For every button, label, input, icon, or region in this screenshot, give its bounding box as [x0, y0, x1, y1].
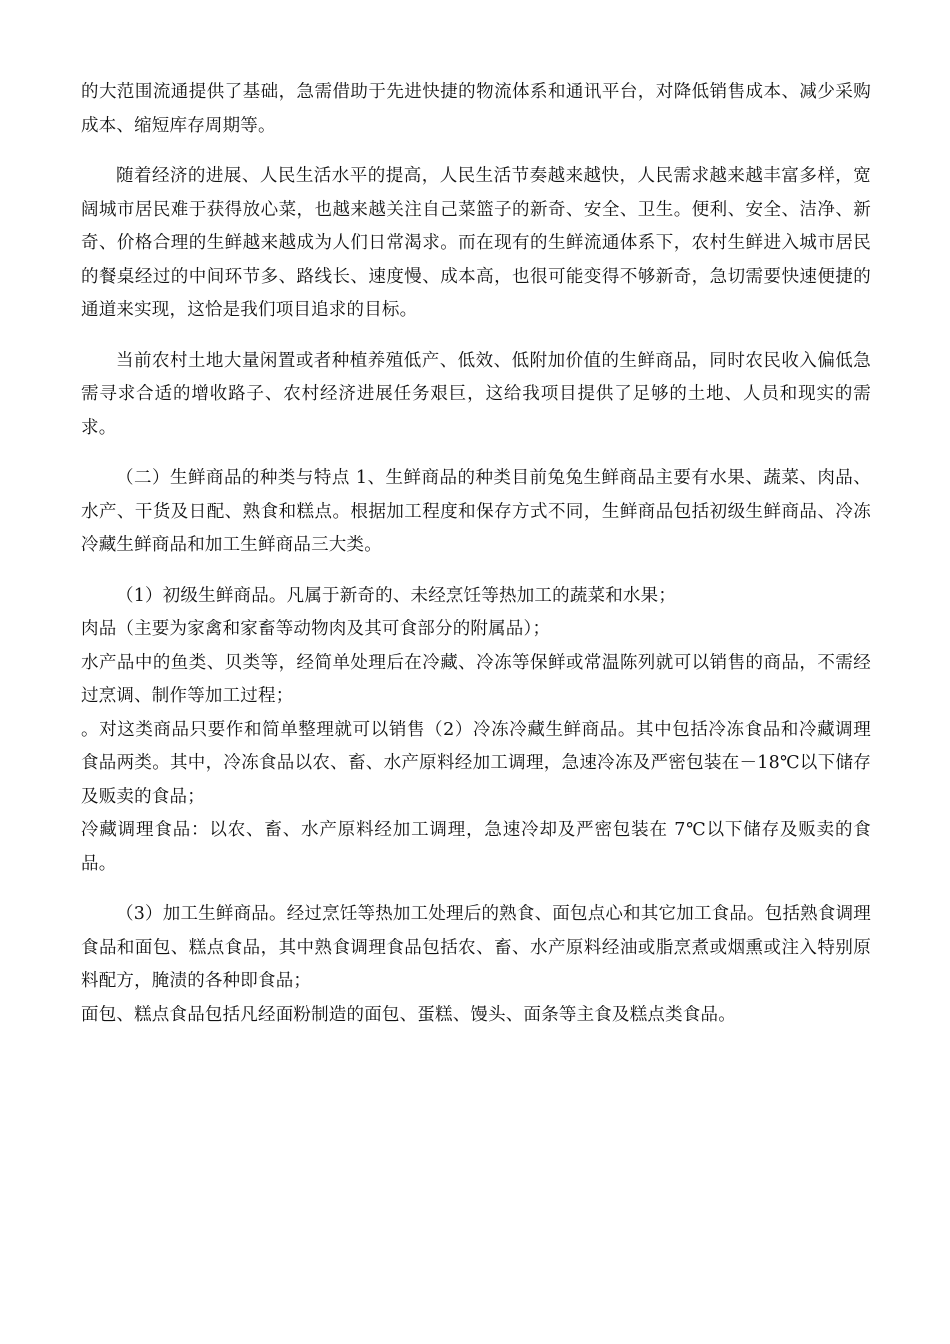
paragraph-product-categories: （二）生鲜商品的种类与特点 1、生鲜商品的种类目前兔兔生鲜商品主要有水果、蔬菜、肉品、水产、干货及日配、熟食和糕点。根据加工程度和保存方式不同，生鲜商品包括初级生鲜商品、冷冻冷藏生鲜商品和加工生鲜商品三大类。	[81, 468, 871, 555]
paragraph-economic-development: 随着经济的进展、人民生活水平的提高，人民生活节奏越来越快，人民需求越来越丰富多样，宽阔城市居民难于获得放心菜，也越来越关注自己菜篮子的新奇、安全、卫生。便利、安全、洁净、新奇、价格合理的生鲜越来越成为人们日常渴求。而在现有的生鲜流通体系下，农村生鲜进入城市居民的餐桌经过的中间环节多、路线长、速度慢、成本高，也很可能变得不够新奇，急切需要快速便捷的通道来实现，这恰是我们项目追求的目标。	[81, 166, 871, 320]
paragraph-frozen-chilled: 。对这类商品只要作和简单整理就可以销售（2）冷冻冷藏生鲜商品。其中包括冷冻食品和冷藏调理食品两类。其中，冷冻食品以农、畜、水产原料经加工调理，急速冷冻及严密包装在－18℃以下储存及贩卖的食品；	[81, 719, 871, 807]
paragraph-meat: 肉品（主要为家禽和家畜等动物肉及其可食部分的附属品）；	[81, 619, 551, 639]
paragraph-processed-fresh: （3）加工生鲜商品。经过烹饪等热加工处理后的熟食、面包点心和其它加工食品。包括熟食调理食品和面包、糕点食品，其中熟食调理食品包括农、畜、水产原料经油或脂烹煮或烟熏或注入特别原料配方，腌渍的各种即食品；	[81, 904, 871, 991]
paragraph-rural-land: 当前农村土地大量闲置或者种植养殖低产、低效、低附加价值的生鲜商品，同时农民收入偏低急需寻求合适的增收路子、农村经济进展任务艰巨，这给我项目提供了足够的土地、人员和现实的需求。	[81, 350, 871, 438]
paragraph-logistics: 的大范围流通提供了基础，急需借助于先进快捷的物流体系和通讯平台，对降低销售成本、减少采购成本、缩短库存周期等。	[81, 82, 871, 136]
paragraph-aquatic: 水产品中的鱼类、贝类等，经简单处理后在冷藏、冷冻等保鲜或常温陈列就可以销售的商品，不需经过烹调、制作等加工过程；	[81, 652, 871, 706]
paragraph-primary-fresh: （1）初级生鲜商品。凡属于新奇的、未经烹饪等热加工的蔬菜和水果；	[116, 585, 677, 606]
paragraph-chilled-prepared: 冷藏调理食品：以农、畜、水产原料经加工调理，急速冷却及严密包装在 7℃以下储存及贩卖的食品。	[81, 820, 871, 874]
document-body	[81, 76, 871, 1032]
paragraph-bakery: 面包、糕点食品包括凡经面粉制造的面包、蛋糕、馒头、面条等主食及糕点类食品。	[81, 1004, 736, 1025]
